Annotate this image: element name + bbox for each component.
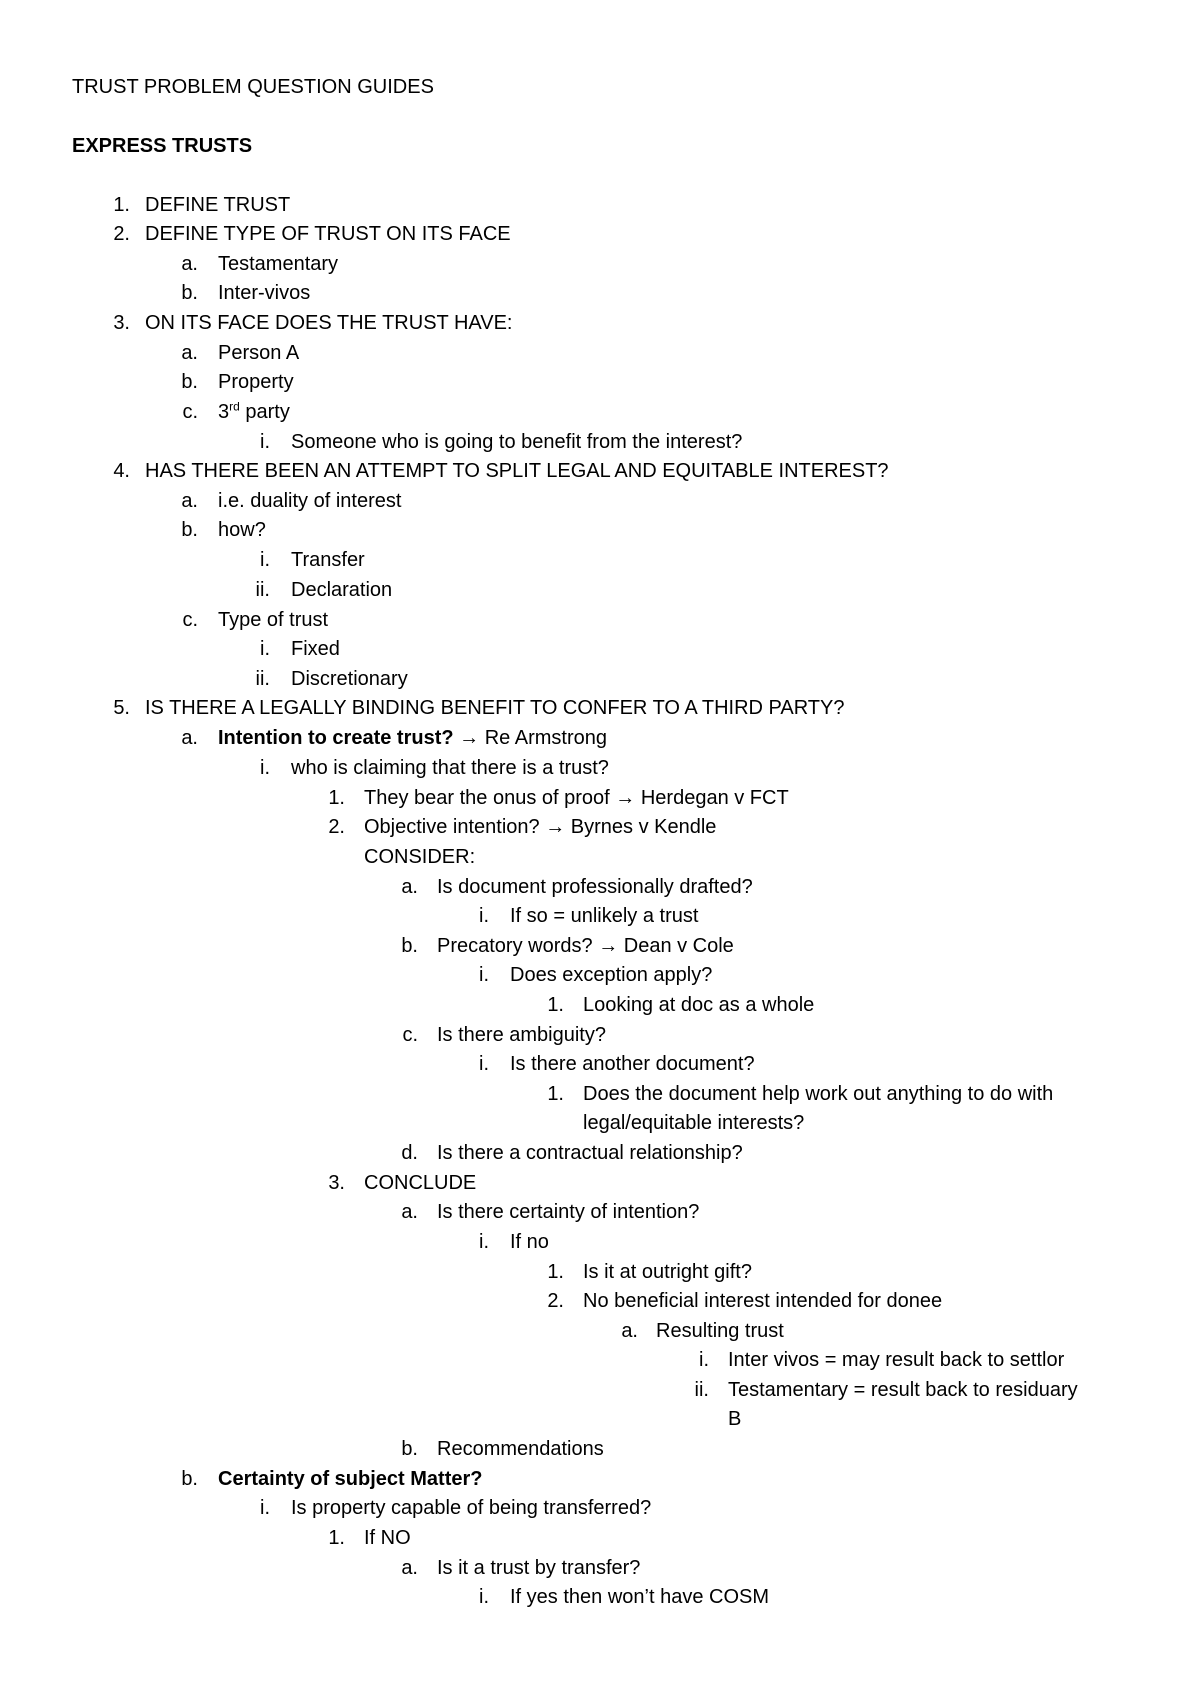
list-marker: 1. bbox=[328, 787, 345, 809]
list-item-text: Precatory words? → Dean v Cole bbox=[437, 935, 734, 957]
subheading: Certainty of subject Matter? bbox=[218, 1468, 483, 1490]
list-item-text: Transfer bbox=[291, 549, 365, 571]
list-marker: i. bbox=[479, 905, 489, 927]
list-marker: a. bbox=[401, 1201, 418, 1223]
list-marker: a. bbox=[401, 1557, 418, 1579]
list-item-text: Is there certainty of intention? bbox=[437, 1201, 700, 1223]
list-item-text: Testamentary bbox=[218, 253, 339, 275]
list-item-text: If yes then won’t have COSM bbox=[510, 1586, 770, 1608]
list-item-text: They bear the onus of proof → Herdegan v FCT bbox=[364, 787, 789, 809]
list-item-text: Is there ambiguity? bbox=[437, 1024, 606, 1046]
list-marker: ii. bbox=[694, 1379, 709, 1401]
list-marker: 2. bbox=[113, 223, 130, 245]
list-item-text: IS THERE A LEGALLY BINDING BENEFIT TO CONFER TO A THIRD PARTY? bbox=[145, 697, 845, 719]
list-item-text: Testamentary = result back to residuary bbox=[728, 1379, 1078, 1401]
list-item-text: Is there a contractual relationship? bbox=[437, 1142, 743, 1164]
subheading: Intention to create trust? bbox=[218, 727, 454, 749]
list-marker: b. bbox=[181, 519, 198, 541]
list-marker: ii. bbox=[255, 579, 270, 601]
list-item-text: DEFINE TYPE OF TRUST ON ITS FACE bbox=[145, 223, 511, 245]
list-marker: c. bbox=[182, 401, 198, 423]
list-item-text: Looking at doc as a whole bbox=[583, 994, 815, 1016]
list-marker: d. bbox=[401, 1142, 418, 1164]
list-marker: a. bbox=[621, 1320, 638, 1342]
list-marker: c. bbox=[182, 609, 198, 631]
list-item-text: Recommendations bbox=[437, 1438, 604, 1460]
list-marker: 5. bbox=[113, 697, 130, 719]
list-item-text: If so = unlikely a trust bbox=[510, 905, 699, 927]
list-marker: i. bbox=[479, 1053, 489, 1075]
document-page: TRUST PROBLEM QUESTION GUIDES EXPRESS TRUSTS 1. DEFINE TRUST 2. DEFINE TYPE OF TRUST ON ITS FACE a. Testamentary b. Inter-vivos 3. ON ITS FACE DOES THE TRUST HAVE: a. Person A b. Property c. 3rd party i. Someone who is going to benefit from the interest? 4. HAS THERE BEEN AN ATTEMPT TO SPLIT LEGAL AND EQUITABLE INTEREST? a. i.e. duality of interest b. how? i. Transfer ii. Declaration c. Type of trust i. Fixed ii. Discretionary 5. IS THERE A LEGALLY BINDING BENEFIT TO CONFER TO A THIRD PARTY? a. Intention to create trust? → Re Armstrong i. who is claiming that there is a trust? 1. They bear the onus of proof → Herdegan v FCT 2. Objective intention? → Byrnes v Kendle CONSIDER: a. Is document professionally drafted? i. If so = unlikely a trust b. Precatory words? → Dean v Cole i. Does exception apply? 1. Looking at doc as a whole c. Is there ambiguity? i. Is there another document? 1. Does the document help work out anything to do with legal/equitable interests? d. Is there a contractual relationship? 3. CONCLUDE a. Is there certainty of intention? i. If no 1. Is it at outright gift? 2. No beneficial interest intended for donee a. Resulting trust i. Inter vivos = may result back to settlor ii. Testamentary = result back to residuary B b. Recommendations b. Certainty of subject Matter? i. Is property capable of being transferred? 1. If NO a. Is it a trust by transfer? i. If yes then won’t have COSM bbox=[0, 0, 1200, 1698]
list-marker: a. bbox=[181, 253, 198, 275]
list-marker: i. bbox=[260, 549, 270, 571]
list-item-text: Property bbox=[218, 371, 294, 393]
list-item-text: CONCLUDE bbox=[364, 1172, 477, 1194]
list-item-text: Is it at outright gift? bbox=[583, 1261, 752, 1283]
list-item-text: DEFINE TRUST bbox=[145, 194, 291, 216]
list-item-text: how? bbox=[218, 519, 266, 541]
list-item-text: Discretionary bbox=[291, 668, 408, 690]
list-marker: 2. bbox=[328, 816, 345, 838]
list-item-text: Someone who is going to benefit from the interest? bbox=[291, 431, 743, 453]
list-item-text bbox=[218, 724, 607, 752]
list-marker: 2. bbox=[547, 1290, 564, 1312]
list-marker: b. bbox=[181, 282, 198, 304]
arrow-icon: → bbox=[615, 787, 636, 809]
list-item-text: ON ITS FACE DOES THE TRUST HAVE: bbox=[145, 312, 513, 334]
list-marker: 3. bbox=[328, 1172, 345, 1194]
list-item-text: who is claiming that there is a trust? bbox=[291, 757, 609, 779]
list-marker: 1. bbox=[547, 1083, 564, 1105]
list-item-text: i.e. duality of interest bbox=[218, 490, 402, 512]
arrow-icon: → bbox=[459, 727, 480, 749]
list-item-text: 3rd party bbox=[218, 399, 290, 423]
list-item-text: No beneficial interest intended for donee bbox=[583, 1290, 943, 1312]
list-marker: b. bbox=[401, 1438, 418, 1460]
list-marker: b. bbox=[181, 371, 198, 393]
list-marker: a. bbox=[181, 342, 198, 364]
list-marker: i. bbox=[479, 1231, 489, 1253]
list-item-text: If no bbox=[510, 1231, 549, 1253]
list-item-text: Is document professionally drafted? bbox=[437, 876, 753, 898]
list-item-text: Is property capable of being transferred? bbox=[291, 1497, 652, 1519]
list-item-text: Does exception apply? bbox=[510, 964, 713, 986]
list-marker: 1. bbox=[328, 1527, 345, 1549]
list-item-text: Objective intention? → Byrnes v Kendle bbox=[364, 816, 717, 838]
list-marker: 1. bbox=[113, 194, 130, 216]
list-marker: 1. bbox=[547, 994, 564, 1016]
list-marker: i. bbox=[699, 1349, 709, 1371]
list-marker: i. bbox=[260, 1497, 270, 1519]
list-item-text: Person A bbox=[218, 342, 300, 364]
list-marker: i. bbox=[479, 964, 489, 986]
list-item-text: Inter vivos = may result back to settlor bbox=[728, 1349, 1065, 1371]
list-marker: i. bbox=[260, 638, 270, 660]
list-marker: i. bbox=[479, 1586, 489, 1608]
ordinal-suffix: rd bbox=[229, 399, 240, 414]
list-marker: b. bbox=[401, 935, 418, 957]
list-marker: a. bbox=[401, 876, 418, 898]
case-reference: Herdegan v FCT bbox=[640, 787, 789, 809]
list-item-text: If NO bbox=[364, 1527, 411, 1549]
list-item-text: Type of trust bbox=[218, 609, 329, 631]
arrow-icon: → bbox=[545, 816, 566, 838]
case-reference: Re Armstrong bbox=[484, 727, 607, 749]
list-marker: 1. bbox=[547, 1261, 564, 1283]
list-marker: b. bbox=[181, 1468, 198, 1490]
list-item-text: Is there another document? bbox=[510, 1053, 755, 1075]
list-marker: 3. bbox=[113, 312, 130, 334]
list-item-text: Does the document help work out anything to do with bbox=[583, 1083, 1054, 1105]
list-item-text: Fixed bbox=[291, 638, 340, 660]
list-item-text: HAS THERE BEEN AN ATTEMPT TO SPLIT LEGAL AND EQUITABLE INTEREST? bbox=[145, 460, 889, 482]
list-item-text: Inter-vivos bbox=[218, 282, 311, 304]
list-marker: i. bbox=[260, 431, 270, 453]
list-marker: c. bbox=[402, 1024, 418, 1046]
list-marker: a. bbox=[181, 490, 198, 512]
list-item-text: Declaration bbox=[291, 579, 393, 601]
arrow-icon: → bbox=[598, 935, 619, 957]
list-marker: 4. bbox=[113, 460, 130, 482]
case-reference: Byrnes v Kendle bbox=[570, 816, 717, 838]
list-item-text: Is it a trust by transfer? bbox=[437, 1557, 641, 1579]
case-reference: Dean v Cole bbox=[623, 935, 734, 957]
list-item-text: Resulting trust bbox=[656, 1320, 784, 1342]
list-marker: a. bbox=[181, 727, 198, 749]
list-marker: i. bbox=[260, 757, 270, 779]
list-marker: ii. bbox=[255, 668, 270, 690]
